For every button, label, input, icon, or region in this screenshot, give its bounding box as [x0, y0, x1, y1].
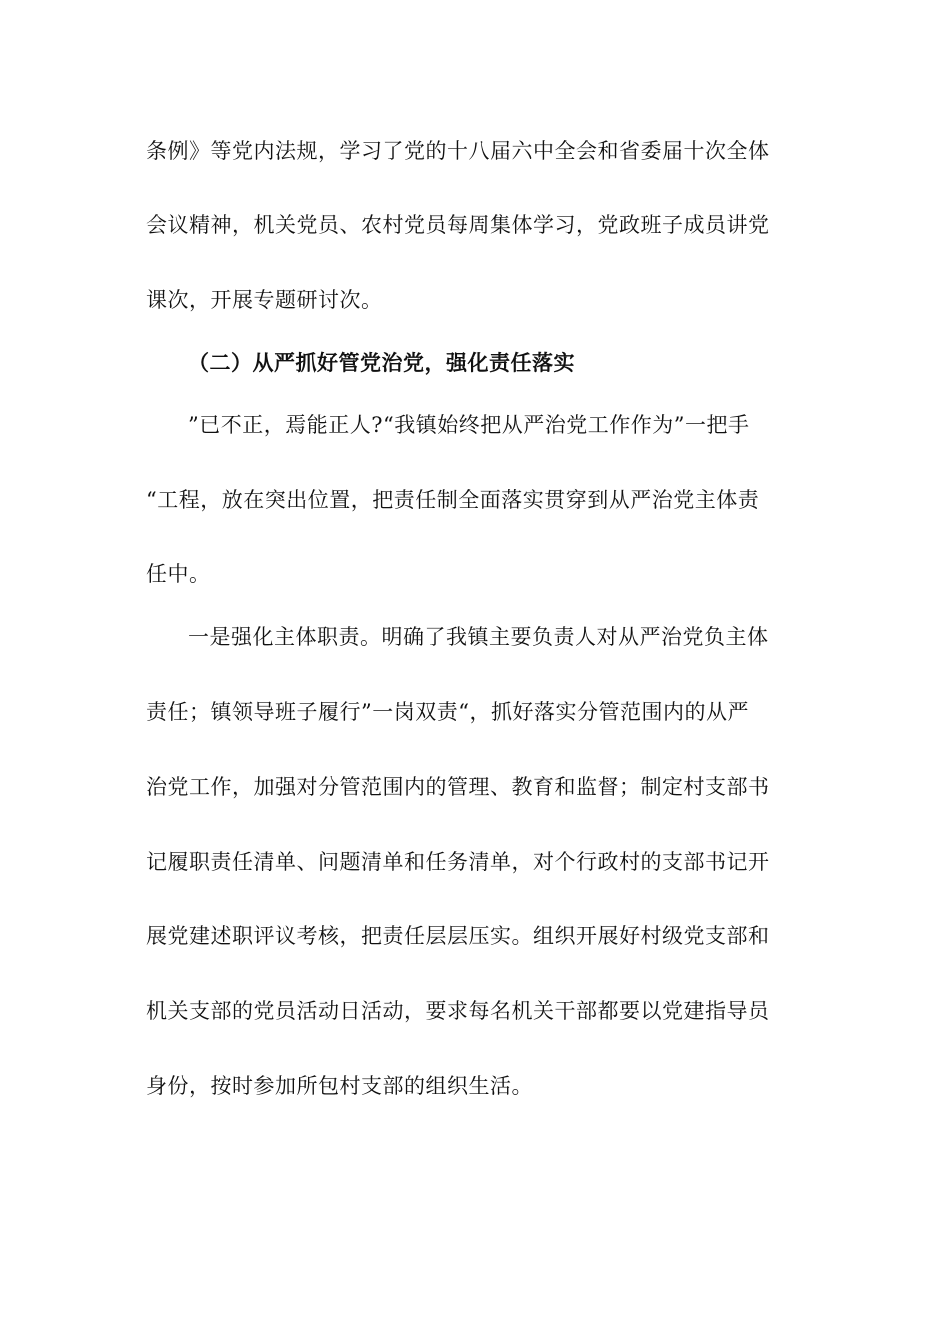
paragraph-3-line-7: 身份，按时参加所包村支部的组织生活。 — [146, 1074, 533, 1098]
paragraph-2-line-3: 任中。 — [146, 562, 211, 586]
section-heading: （二）从严抓好管党治党，强化责任落实 — [188, 350, 575, 375]
paragraph-2-line-2: “工程，放在突出位置，把责任制全面落实贯穿到从严治党主体责 — [146, 488, 760, 512]
paragraph-3-line-4: 记履职责任清单、问题清单和任务清单，对个行政村的支部书记开 — [146, 850, 770, 874]
paragraph-3-line-3: 治党工作，加强对分管范围内的管理、教育和监督；制定村支部书 — [146, 775, 770, 799]
paragraph-3-line-2: 责任；镇领导班子履行”一岗双责“，抓好落实分管范围内的从严 — [146, 700, 749, 724]
paragraph-3-line-6: 机关支部的党员活动日活动，要求每名机关干部都要以党建指导员 — [146, 999, 770, 1023]
paragraph-1-line-1: 条例》等党内法规，学习了党的十八届六中全会和省委届十次全体 — [146, 139, 770, 163]
paragraph-2-line-1: ”已不正，焉能正人?“我镇始终把从严治党工作作为”一把手 — [188, 413, 750, 437]
paragraph-1-line-2: 会议精神，机关党员、农村党员每周集体学习，党政班子成员讲党 — [146, 213, 770, 237]
paragraph-3-line-1: 一是强化主体职责。明确了我镇主要负责人对从严治党负主体 — [188, 625, 769, 649]
paragraph-3-line-5: 展党建述职评议考核，把责任层层压实。组织开展好村级党支部和 — [146, 924, 770, 948]
paragraph-1-line-3: 课次，开展专题研讨次。 — [146, 288, 383, 312]
